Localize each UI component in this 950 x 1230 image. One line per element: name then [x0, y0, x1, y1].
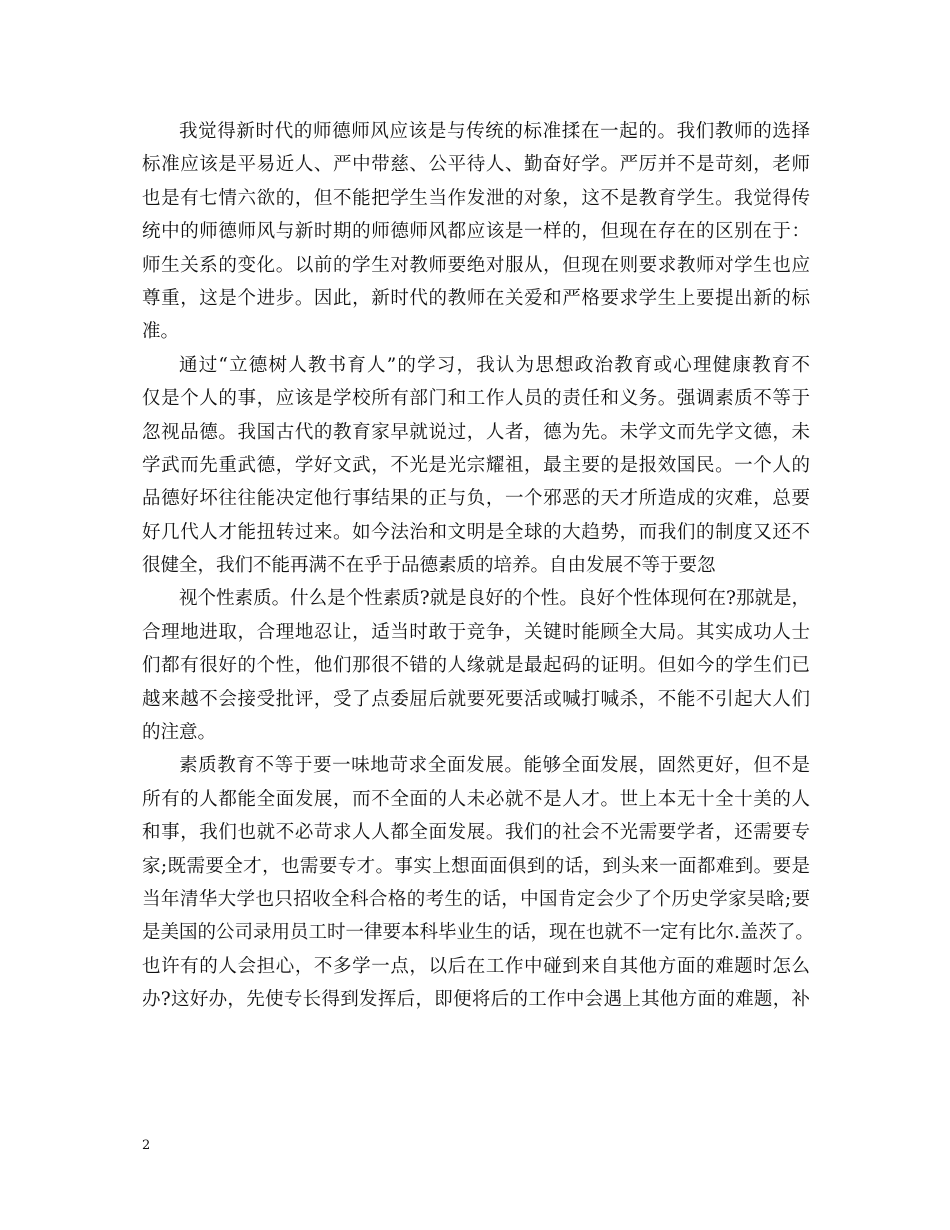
text-line: 也许有的人会担心，不多学一点，以后在工作中碰到来自其他方面的难题时怎么: [142, 955, 810, 977]
text-line: 很健全，我们不能再满不在乎于品德素质的培养。自由发展不等于要忽: [142, 555, 716, 577]
text-line: 标准应该是平易近人、严中带慈、公平待人、勤奋好学。严厉并不是苛刻，老师: [142, 154, 810, 176]
document-body: [142, 115, 814, 1017]
text-line: 家;既需要全才，也需要专才。事实上想面面俱到的话，到头来一面都难到。要是: [142, 855, 810, 877]
text-line: 师生关系的变化。以前的学生对教师要绝对服从，但现在则要求教师对学生也应: [142, 254, 810, 276]
text-line: 忽视品德。我国古代的教育家早就说过，人者，德为先。未学文而先学文德，未: [142, 421, 810, 443]
text-line: 素质教育不等于要一味地苛求全面发展。能够全面发展，固然更好，但不是: [179, 755, 810, 777]
text-line: 当年清华大学也只招收全科合格的考生的话，中国肯定会少了个历史学家吴晗;要: [142, 888, 810, 910]
text-line: 是美国的公司录用员工时一律要本科毕业生的话，现在也就不一定有比尔.盖茨了。: [142, 922, 814, 944]
text-line: 品德好坏往往能决定他行事结果的正与负，一个邪恶的天才所造成的灾难，总要: [142, 488, 810, 510]
text-line: 视个性素质。什么是个性素质?就是良好的个性。良好个性体现何在?那就是，: [179, 588, 810, 610]
text-line: 的注意。: [142, 722, 217, 744]
text-line: 我觉得新时代的师德师风应该是与传统的标准揉在一起的。我们教师的选择: [179, 121, 810, 142]
text-line: 们都有很好的个性，他们那很不错的人缘就是最起码的证明。但如今的学生们已: [142, 655, 810, 677]
text-line: 统中的师德师风与新时期的师德师风都应该是一样的，但现在存在的区别在于：: [142, 221, 810, 243]
text-line: 准。: [142, 321, 180, 343]
text-line: 所有的人都能全面发展，而不全面的人未必就不是人才。世上本无十全十美的人: [142, 788, 810, 810]
text-line: 好几代人才能扭转过来。如今法治和文明是全球的大趋势，而我们的制度又还不: [142, 521, 810, 543]
text-line: 通过“立德树人教书育人”的学习，我认为思想政治教育或心理健康教育不: [179, 354, 810, 376]
text-line: 办?这好办，先使专长得到发挥后，即便将后的工作中会遇上其他方面的难题，补: [142, 989, 810, 1011]
text-line: 和事，我们也就不必苛求人人都全面发展。我们的社会不光需要学者，还需要专: [142, 822, 810, 844]
page-number: 2: [142, 1138, 151, 1153]
text-line: 仅是个人的事，应该是学校所有部门和工作人员的责任和义务。强调素质不等于: [142, 388, 810, 410]
text-line: 合理地进取，合理地忍让，适当时敢于竞争，关键时能顾全大局。其实成功人士: [142, 621, 810, 643]
text-line: 也是有七情六欲的，但不能把学生当作发泄的对象，这不是教育学生。我觉得传: [142, 187, 810, 209]
text-line: 学武而先重武德，学好文武，不光是光宗耀祖，最主要的是报效国民。一个人的: [142, 454, 810, 476]
text-line: 尊重，这是个进步。因此，新时代的教师在关爱和严格要求学生上要提出新的标: [142, 287, 810, 309]
text-line: 越来越不会接受批评，受了点委屈后就要死要活或喊打喊杀，不能不引起大人们: [142, 688, 810, 710]
